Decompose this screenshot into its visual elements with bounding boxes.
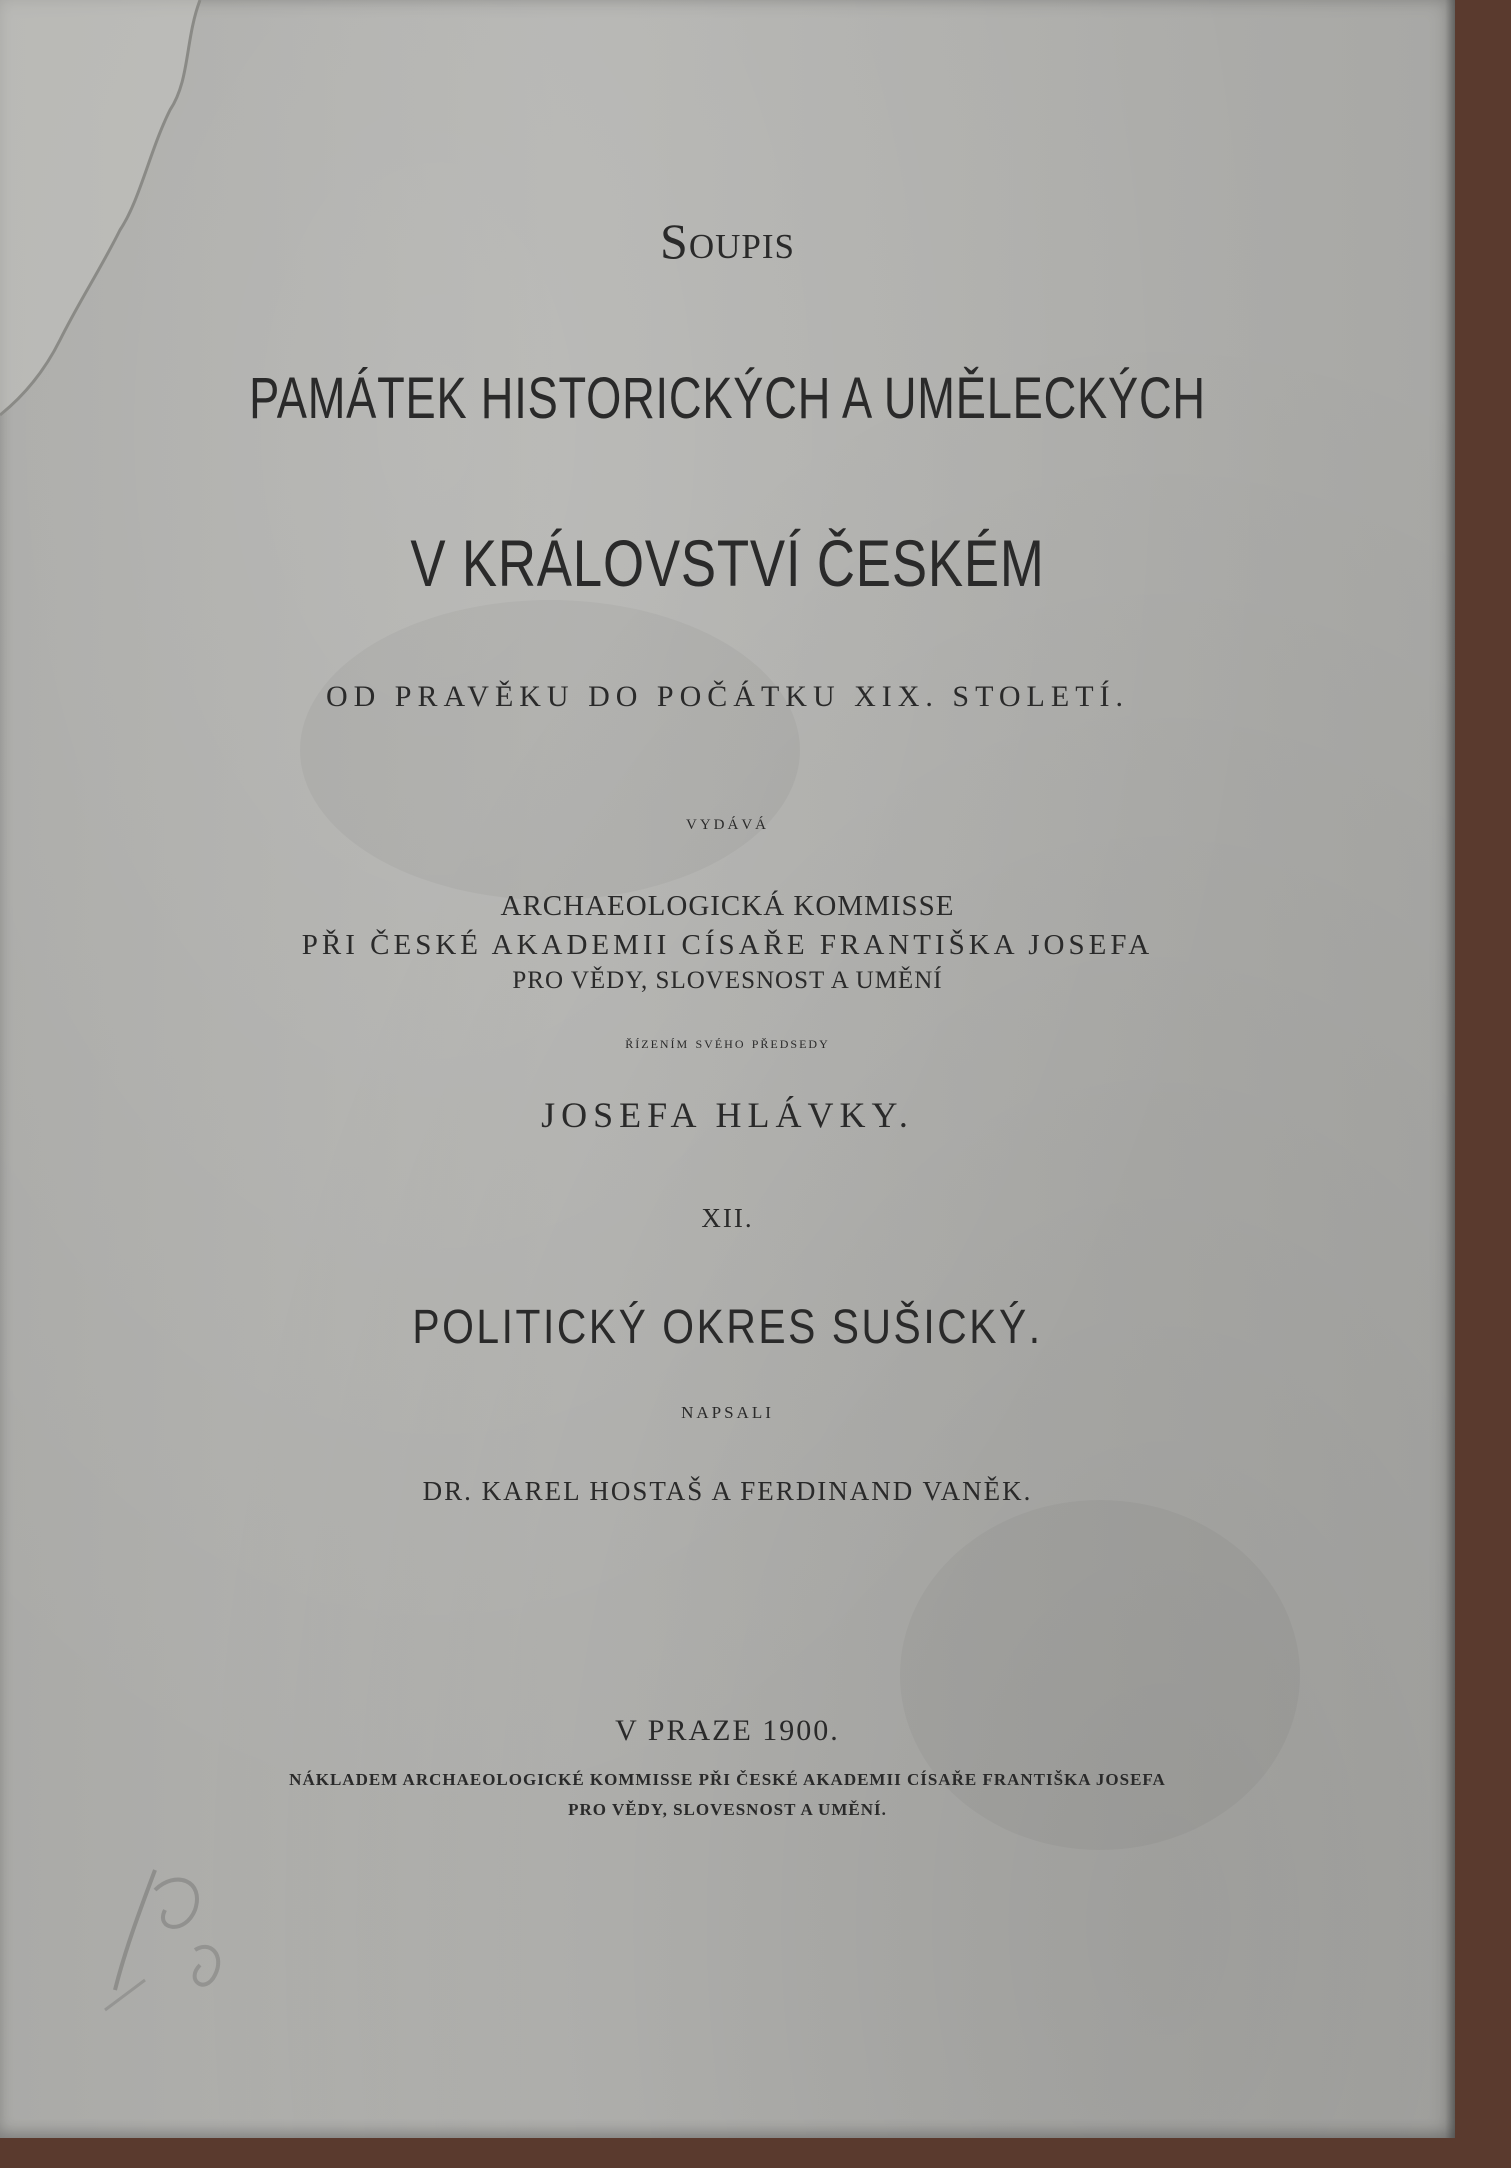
volume-title: POLITICKÝ OKRES SUŠICKÝ. (412, 1301, 1043, 1354)
paper-stain (300, 600, 800, 900)
issuer-line-2: PŘI ČESKÉ AKADEMII CÍSAŘE FRANTIŠKA JOSEFA (301, 929, 1154, 961)
series-subtitle: OD PRAVĚKU DO POČÁTKU XIX. STOLETÍ. (325, 680, 1130, 713)
series-title: PAMÁTEK HISTORICKÝCH A UMĚLECKÝCH (249, 366, 1206, 431)
publisher-line-2: PRO VĚDY, SLOVESNOST A UMĚNÍ. (568, 1800, 887, 1819)
written-label: NAPSALI (681, 1403, 774, 1422)
place-year: V PRAZE 1900. (615, 1714, 840, 1747)
cover-edge-shadow (1445, 0, 1455, 2138)
director-name: JOSEFA HLÁVKY. (541, 1095, 914, 1135)
series-title-2: V KRÁLOVSTVÍ ČESKÉM (410, 526, 1045, 600)
direction-label: řízením svého předsedy (625, 1033, 830, 1052)
issued-label: VYDÁVÁ (686, 817, 769, 833)
issuer-line-1: ARCHAEOLOGICKÁ KOMMISSE (500, 890, 955, 922)
publisher-line-1: NÁKLADEM ARCHAEOLOGICKÉ KOMMISSE PŘI ČESKÉ AKADEMII CÍSAŘE FRANTIŠKA JOSEFA (289, 1770, 1166, 1789)
pencil-mark-icon (95, 1830, 255, 2030)
series-short-title: Soupis (660, 213, 795, 269)
authors: DR. KAREL HOSTAŠ A FERDINAND VANĚK. (422, 1476, 1033, 1506)
torn-corner-icon (0, 0, 210, 420)
volume-number: XII. (701, 1203, 754, 1233)
issuer-line-3: PRO VĚDY, SLOVESNOST A UMĚNÍ (512, 967, 943, 994)
paper-stain (900, 1500, 1300, 1850)
